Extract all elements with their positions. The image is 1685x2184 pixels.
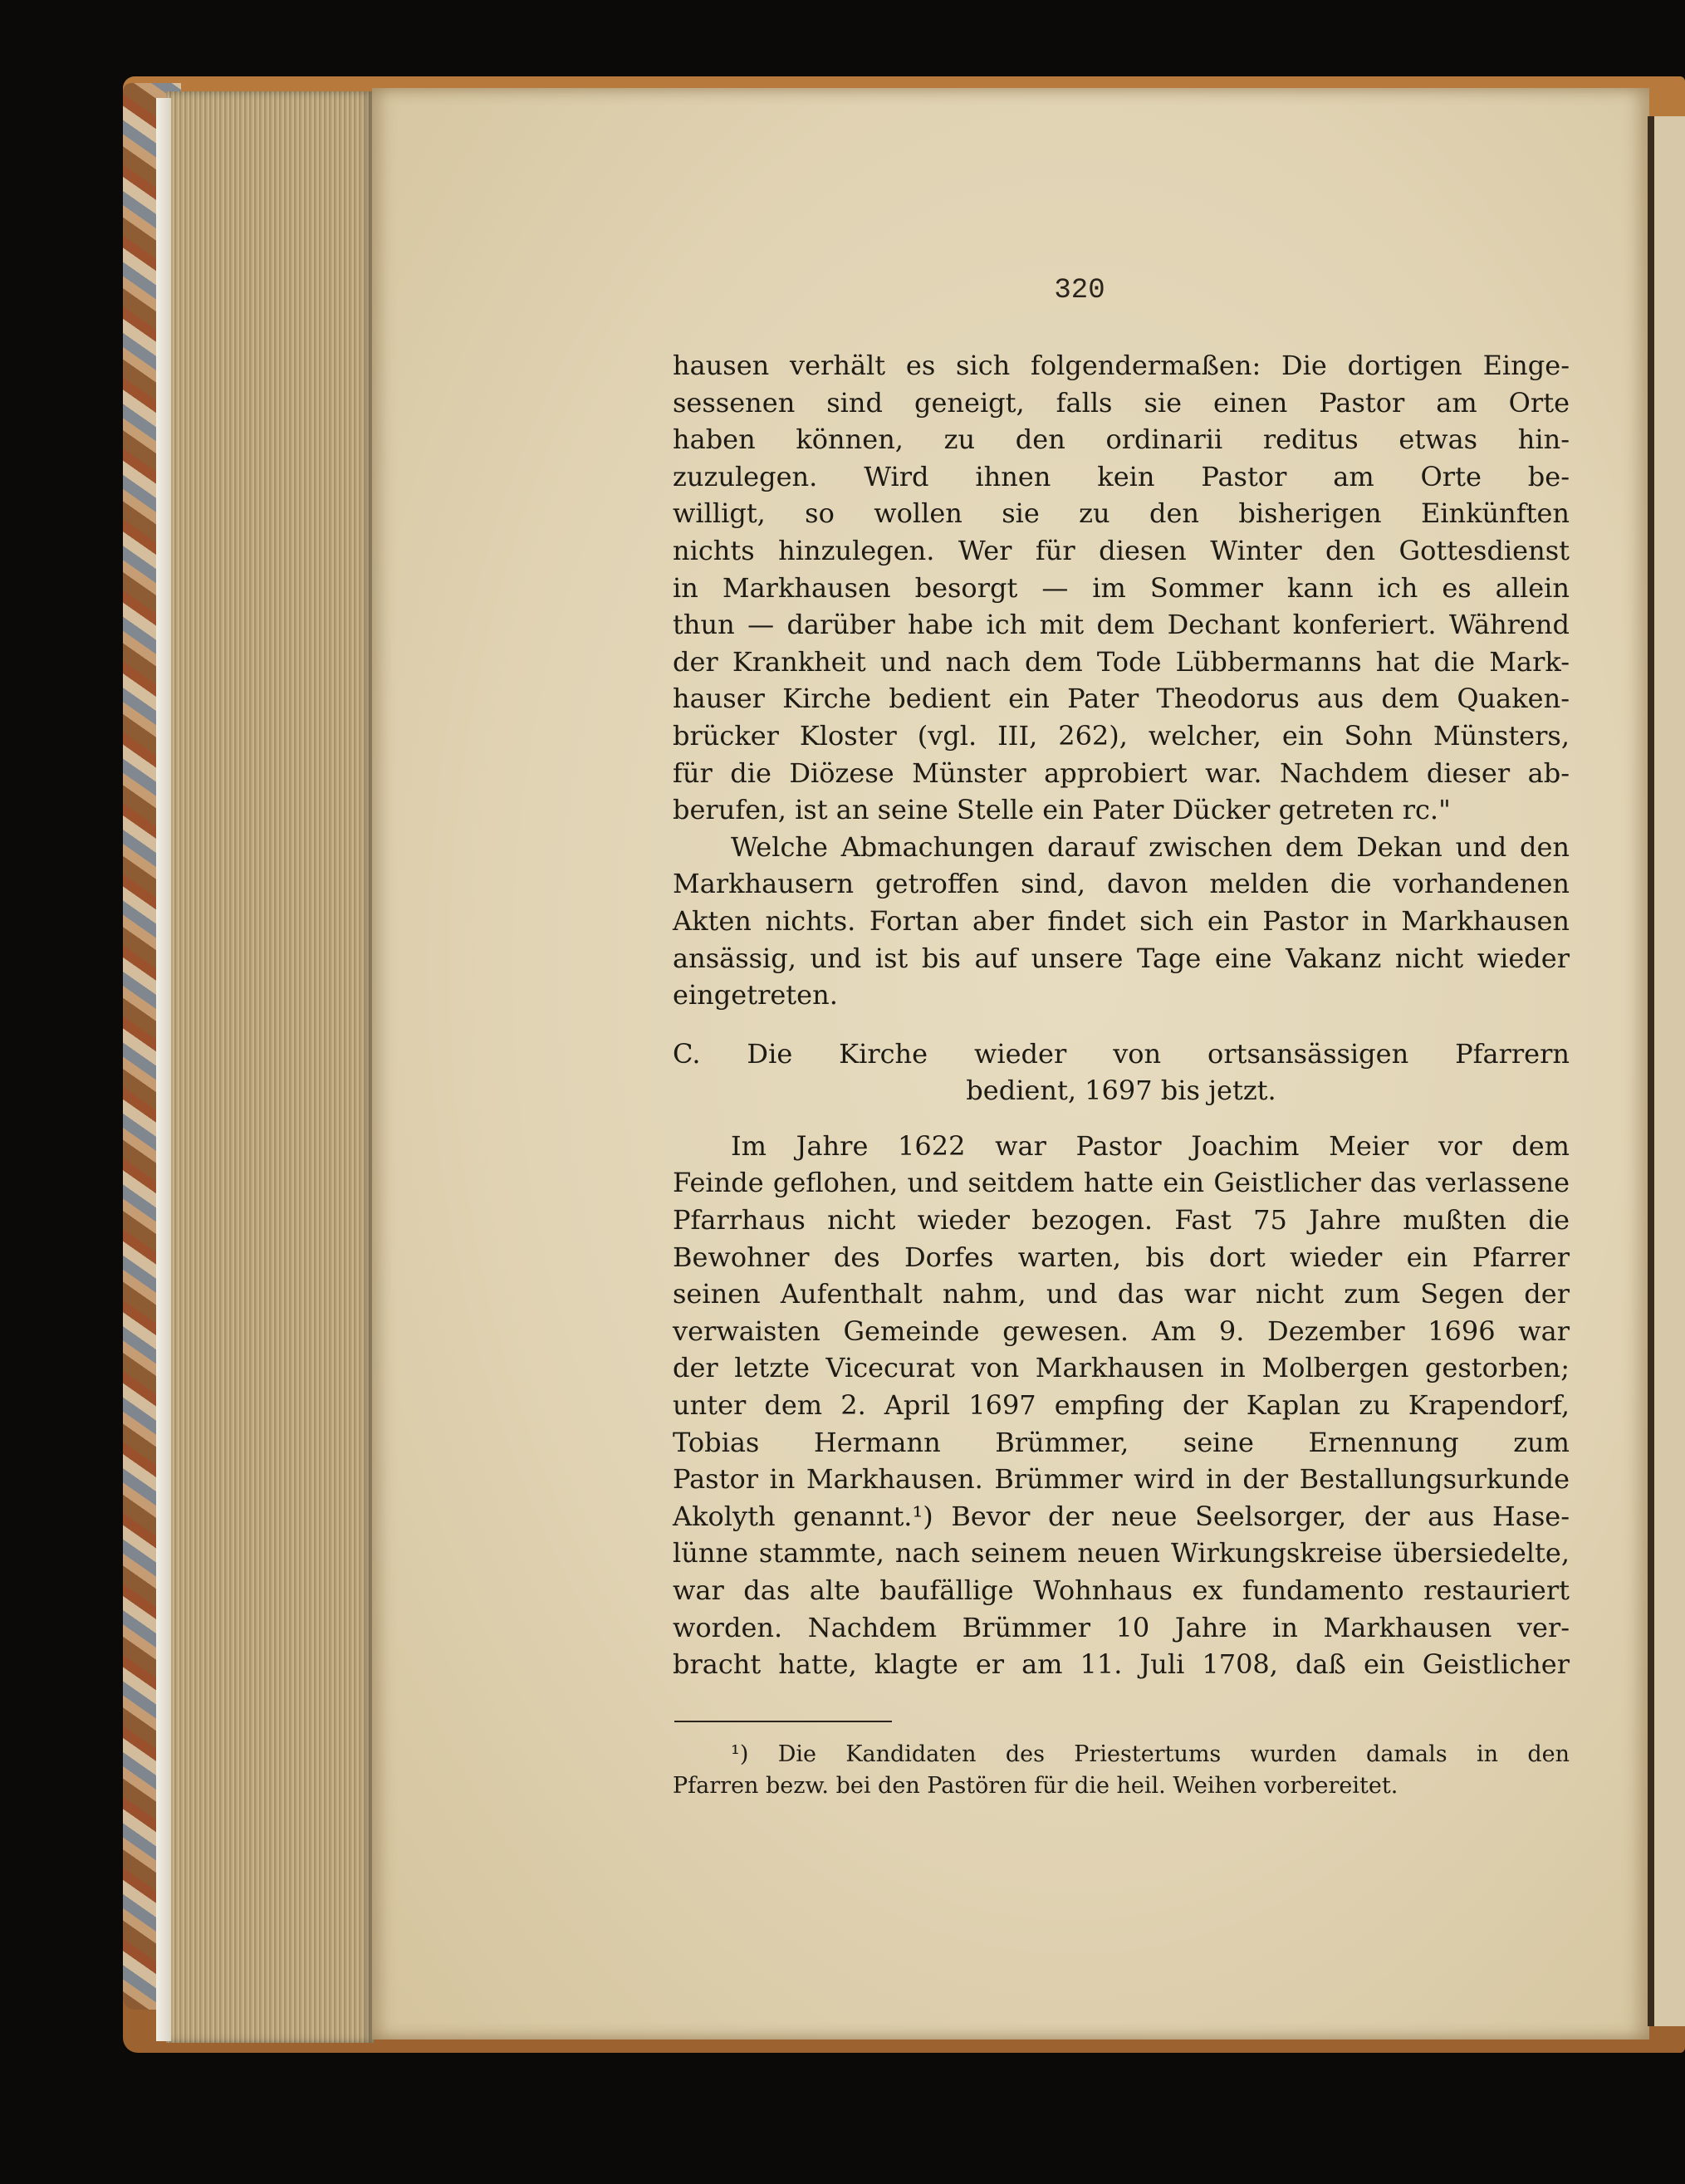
page-number: 320 <box>1054 275 1105 306</box>
footnote-line: ¹) Die Kandidaten des Priestertums wurden damals in den <box>731 1741 1570 1767</box>
text-line: sessenen sind geneigt, falls sie einen Pastor am Orte <box>673 386 1570 419</box>
text-line: Feinde geflohen, und seitdem hatte ein Geistlicher das verlassene <box>673 1167 1570 1199</box>
text-line: Bewohner des Dorfes warten, bis dort wieder ein Pfarrer <box>673 1241 1570 1273</box>
text-line: willigt, so wollen sie zu den bisherigen Einkünften <box>673 497 1570 530</box>
text-line: bracht hatte, klagte er am 11. Juli 1708, daß ein Geistlicher <box>673 1648 1570 1681</box>
text-line: hauser Kirche bedient ein Pater Theodorus aus dem Quaken- <box>673 683 1570 715</box>
text-line: Im Jahre 1622 war Pastor Joachim Meier vor dem <box>731 1129 1570 1162</box>
text-line: worden. Nachdem Brümmer 10 Jahre in Markhausen ver- <box>673 1611 1570 1643</box>
page-edges <box>166 91 374 2043</box>
text-line: berufen, ist an seine Stelle ein Pater Dücker getreten rc." <box>673 794 1451 826</box>
text-line: verwaisten Gemeinde gewesen. Am 9. Dezember 1696 war <box>673 1315 1570 1347</box>
section-heading-cont: bedient, 1697 bis jetzt. <box>966 1075 1276 1107</box>
text-line: war das alte baufällige Wohnhaus ex fundamento restauriert <box>673 1574 1570 1606</box>
text-line: eingetreten. <box>673 979 838 1011</box>
text-line: seinen Aufenthalt nahm, und das war nicht zum Segen der <box>673 1278 1570 1310</box>
text-line: Pastor in Markhausen. Brümmer wird in der Bestallungsurkunde <box>673 1463 1570 1496</box>
text-line: ansässig, und ist bis auf unsere Tage eine Vakanz nicht wieder <box>673 942 1570 974</box>
paper-strip <box>156 98 171 2041</box>
text-line: Akten nichts. Fortan aber findet sich ein Pastor in Markhausen <box>673 904 1570 937</box>
text-line: thun — darüber habe ich mit dem Dechant konferiert. Während <box>673 609 1570 641</box>
body-text <box>673 347 1570 1683</box>
text-line: lünne stammte, nach seinem neuen Wirkungskreise übersiedelte, <box>673 1537 1570 1569</box>
text-line: Tobias Hermann Brümmer, seine Ernennung zum <box>673 1426 1570 1458</box>
text-line: brücker Kloster (vgl. III, 262), welcher, ein Sohn Münsters, <box>673 719 1570 752</box>
text-line: haben können, zu den ordinarii reditus etwas hin- <box>673 424 1570 456</box>
text-line: Welche Abmachungen darauf zwischen dem Dekan und den <box>731 830 1570 863</box>
text-line: Akolyth genannt.¹) Bevor der neue Seelsorger, der aus Hase- <box>673 1500 1570 1532</box>
next-page-edge <box>1648 116 1685 2026</box>
text-line: nichts hinzulegen. Wer für diesen Winter den Gottesdienst <box>673 534 1570 566</box>
text-line: für die Diözese Münster approbiert war. Nachdem dieser ab- <box>673 757 1570 789</box>
text-line: Markhausern getroffen sind, davon melden die vorhandenen <box>673 868 1570 900</box>
text-line: in Markhausen besorgt — im Sommer kann ich es allein <box>673 571 1570 604</box>
text-line: der Krankheit und nach dem Tode Lübbermanns hat die Mark- <box>673 645 1570 678</box>
text-line: Pfarrhaus nicht wieder bezogen. Fast 75 Jahre mußten die <box>673 1204 1570 1236</box>
footnote <box>673 1739 1570 1802</box>
text-line: zuzulegen. Wird ihnen kein Pastor am Orte be- <box>673 460 1570 492</box>
text-line: der letzte Vicecurat von Markhausen in Molbergen gestorben; <box>673 1352 1570 1384</box>
footnote-line: Pfarren bezw. bei den Pastören für die heil. Weihen vorbereitet. <box>673 1773 1398 1799</box>
footnote-rule <box>674 1721 892 1722</box>
text-line: unter dem 2. April 1697 empfing der Kaplan zu Krapendorf, <box>673 1389 1570 1422</box>
text-line: hausen verhält es sich folgendermaßen: Die dortigen Einge- <box>673 350 1570 381</box>
section-heading: C. Die Kirche wieder von ortsansässigen Pfarrern <box>673 1037 1570 1070</box>
